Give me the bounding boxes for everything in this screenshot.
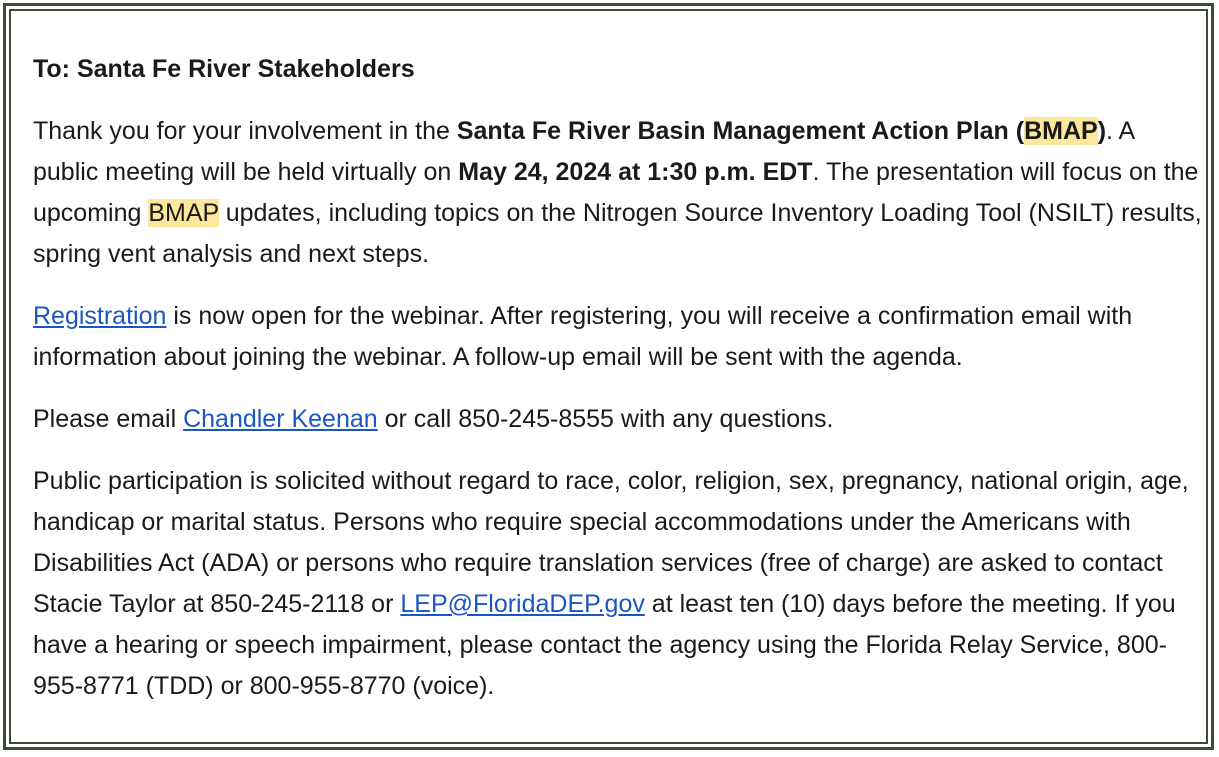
registration-link[interactable]: Registration xyxy=(33,302,167,330)
para2-text: is now open for the webinar. After registering, you will receive a confirmation email with information about joining the webinar. A follow-up email will be sent with the agenda. xyxy=(33,302,1133,371)
paragraph-registration xyxy=(33,296,1203,378)
notice-frame-inner xyxy=(9,9,1208,744)
para4-text-1: Public participation is solicited without regard to race, color, religion, sex, pregnancy, national origin, age, handicap or marital status. Persons who require special accommodations under the Americans with Disabilities Act (ADA) or persons who require translation services (free of charge) are asked to contact Stacie Taylor at 850-245-2118 or xyxy=(33,467,1189,618)
para3-text-2: or call 850-245-8555 with any questions. xyxy=(377,405,834,433)
bmap-acronym-group xyxy=(1016,117,1106,145)
plan-name: Santa Fe River Basin Management Action Plan xyxy=(456,117,1009,145)
para1-text-2: . A public meeting will be held virtually on xyxy=(33,117,1134,186)
bmap-highlight: BMAP xyxy=(148,199,219,227)
contact-email-link[interactable]: Chandler Keenan xyxy=(183,405,378,433)
open-paren: ( xyxy=(1015,117,1025,145)
para1-text-4: updates, including topics on the Nitrogen Source Inventory Loading Tool (NSILT) results, spring vent analysis and next steps. xyxy=(33,199,1202,268)
para4-text-2: at least ten (10) days before the meeting. If you have a hearing or speech impairment, please contact the agency using the Florida Relay Service, 800-955-8771 (TDD) or 800-955-8770 (voice). xyxy=(33,590,1176,700)
para1-text-3: . The presentation will focus on the upcoming xyxy=(33,158,1199,227)
lep-email-link[interactable]: LEP@FloridaDEP.gov xyxy=(400,590,645,618)
paragraph-accessibility xyxy=(33,461,1203,707)
bmap-acronym-highlight: BMAP xyxy=(1024,117,1098,145)
para1-text-1: Thank you for your involvement in the xyxy=(33,117,457,145)
paragraph-contact xyxy=(33,399,1203,440)
close-paren: ) xyxy=(1097,117,1107,145)
para3-text-1: Please email xyxy=(33,405,184,433)
paragraph-meeting-announcement xyxy=(33,111,1203,275)
notice-content xyxy=(33,49,1203,728)
meeting-date: May 24, 2024 at 1:30 p.m. EDT xyxy=(458,158,813,186)
notice-frame-outer xyxy=(3,3,1214,750)
greeting-line: To: Santa Fe River Stakeholders xyxy=(33,55,415,83)
